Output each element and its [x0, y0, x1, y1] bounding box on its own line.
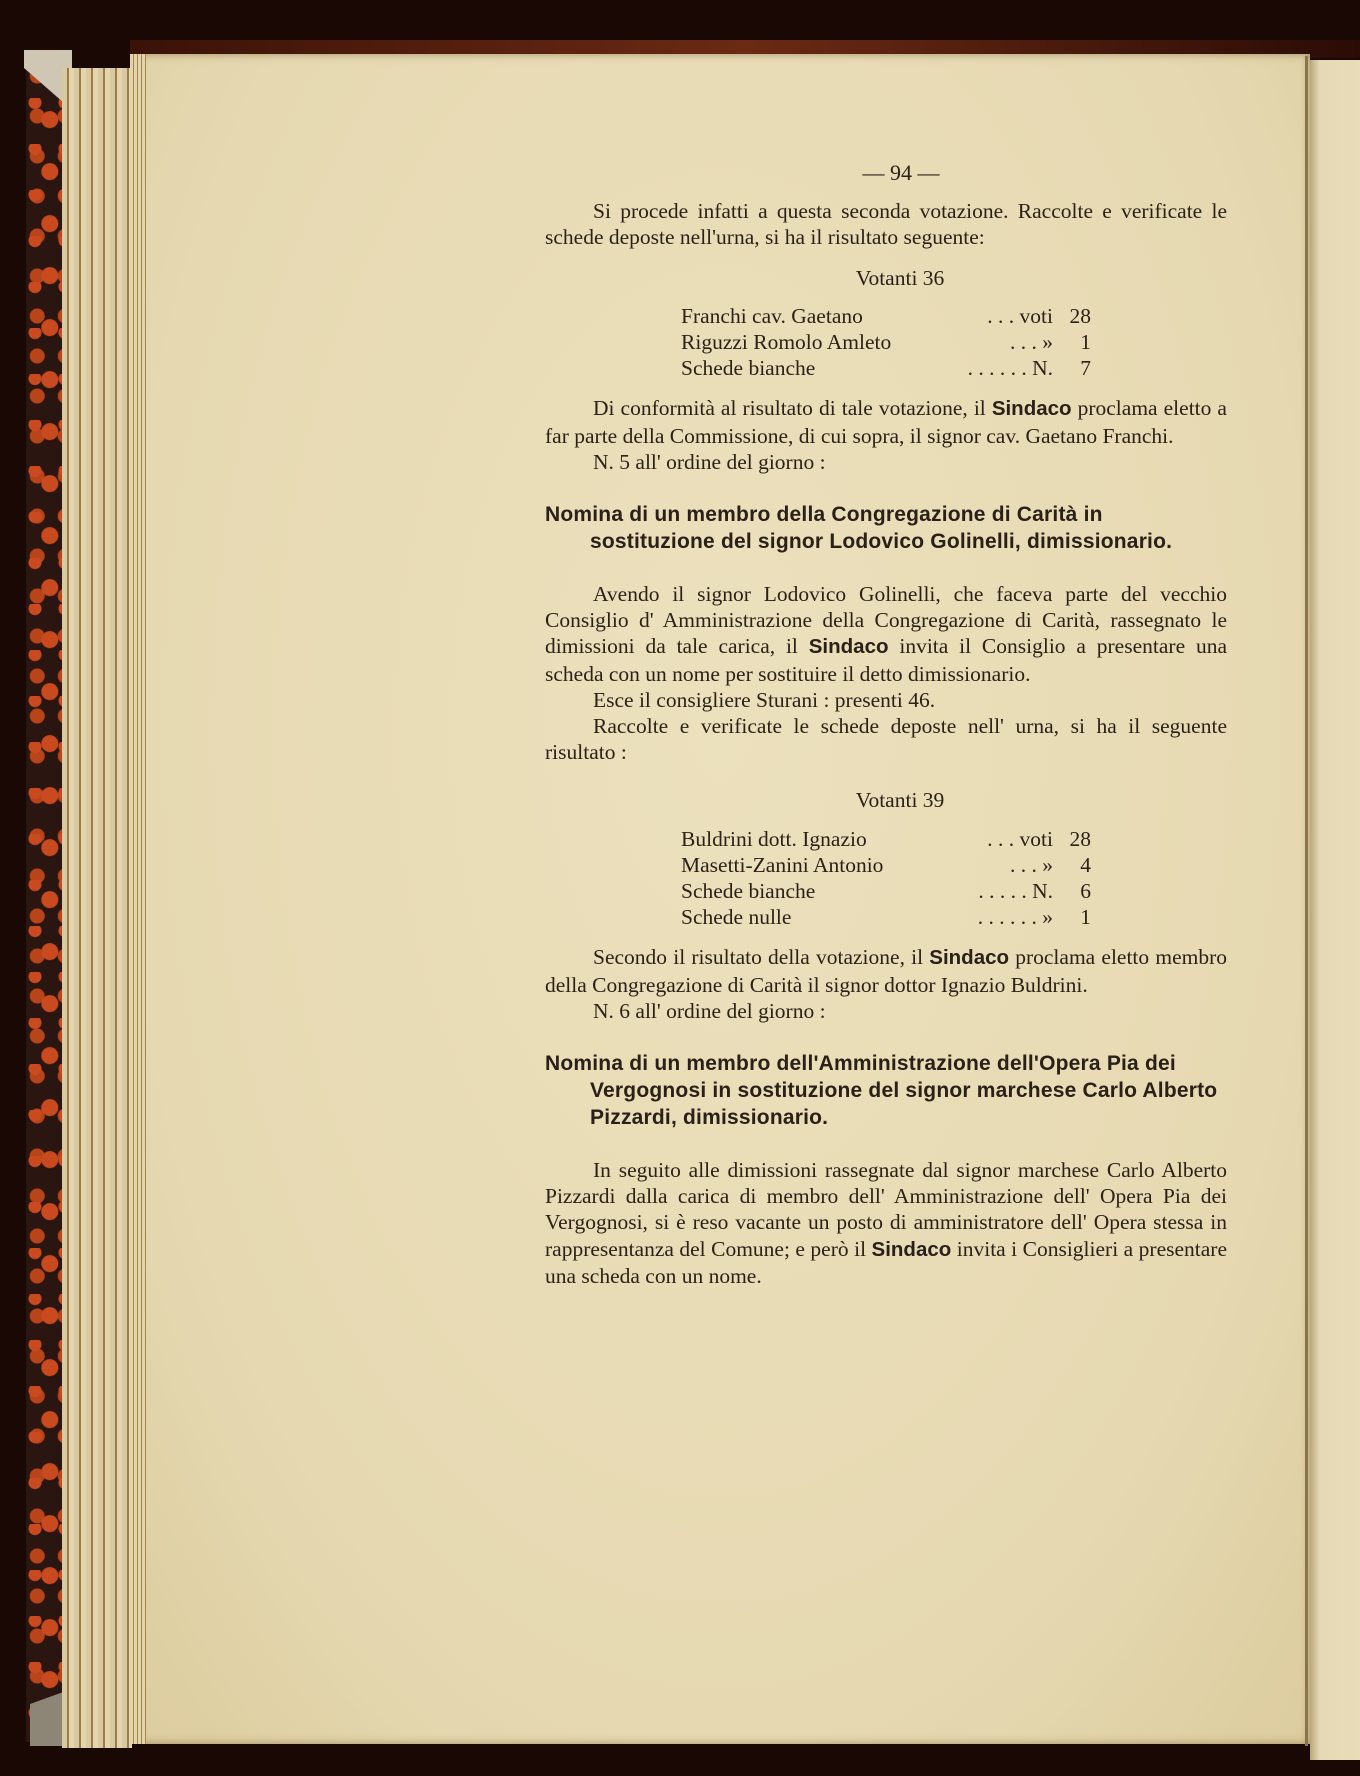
order-of-day-5: N. 5 all' ordine del giorno :	[593, 449, 826, 474]
tally-row	[681, 355, 1091, 381]
candidate-name: Schede nulle	[681, 905, 792, 930]
candidate-name: Franchi cav. Gaetano	[681, 303, 863, 328]
leader-dots: . . . »	[1010, 330, 1053, 355]
candidate-name: Masetti-Zanini Antonio	[681, 852, 884, 877]
paragraph-pizzardi	[545, 1157, 1227, 1289]
text-run: proclama eletto a far parte della Commissione, di cui sopra, il signor cav. Gaetano Franchi.	[545, 396, 1227, 448]
tally-row	[681, 852, 1091, 878]
text-run: invita il Consiglio a presentare una scheda con un nome per sostituire il detto dimissionario.	[545, 634, 1227, 686]
vote-count: 28	[1069, 826, 1091, 851]
paragraph-results-2: Raccolte e verificate le schede deposte nell' urna, si ha il seguente risultato :	[545, 714, 1227, 765]
vote-count: 7	[1080, 356, 1091, 381]
leader-dots: . . . . . N.	[978, 879, 1053, 904]
vote-tally-2	[681, 826, 1091, 931]
text-run: Di conformità al risultato di tale votazione, il	[593, 396, 992, 421]
text-run: invita i Consiglieri a presentare una scheda con un nome.	[545, 1236, 1227, 1288]
sindaco-term: Sindaco	[991, 397, 1072, 421]
leader-dots: . . . . . . »	[977, 905, 1053, 930]
vote-count: 6	[1080, 879, 1091, 904]
page-stack-edges	[62, 68, 132, 1748]
leader-dots: . . . voti	[987, 826, 1053, 851]
vote-count: 4	[1080, 852, 1091, 877]
votanti-count-1: Votanti 36	[855, 265, 945, 290]
votanti-count-2: Votanti 39	[855, 788, 945, 813]
page-gutter	[1305, 56, 1308, 1746]
paragraph-intro: Si procede infatti a questa seconda votazione. Raccolte e verificate le schede deposte nell'urna, si ha il risultato seguente:	[545, 199, 1227, 250]
facing-page-edge	[1310, 60, 1360, 1760]
sindaco-term: Sindaco	[871, 1237, 952, 1261]
candidate-name: Schede bianche	[681, 356, 816, 381]
section-heading-6: Nomina di un membro dell'Amministrazione dell'Opera Pia dei Vergognosi in sostituzione del signor marchese Carlo Alberto Pizzardi, dimissionario.	[545, 1052, 1218, 1130]
candidate-name: Riguzzi Romolo Amleto	[681, 330, 892, 355]
tally-row	[681, 878, 1091, 904]
candidate-name: Schede bianche	[681, 879, 816, 904]
candidate-name: Buldrini dott. Ignazio	[681, 826, 867, 851]
sindaco-term: Sindaco	[808, 635, 889, 659]
tally-row	[681, 826, 1091, 852]
text-run: In seguito alle dimissioni rassegnate dal signor marchese Carlo Alberto Pizzardi dalla carica di membro dell' Amministrazione dell' Opera Pia dei Vergognosi, si è reso vacante un posto di amministratore dell' Opera stessa in rappresentanza del Comune; e però il	[545, 1158, 1227, 1261]
leader-dots: . . . »	[1010, 852, 1053, 877]
tally-row	[681, 303, 1091, 329]
paragraph-golinelli	[545, 581, 1227, 687]
sindaco-term: Sindaco	[929, 946, 1010, 970]
vote-count: 1	[1080, 905, 1091, 930]
text-run: Avendo il signor Lodovico Golinelli, che faceva parte del vecchio Consiglio d' Amministrazione della Congregazione di Carità, rassegnato le dimissioni da tale carica, il	[545, 582, 1227, 659]
page-text	[545, 160, 1227, 1289]
page-number: — 94 —	[862, 160, 940, 185]
tally-row	[681, 329, 1091, 355]
paragraph-sturani: Esce il consigliere Sturani : presenti 46.	[593, 687, 936, 712]
paragraph-proclamation-2	[545, 944, 1227, 997]
vote-tally-1	[681, 303, 1091, 382]
section-heading-5: Nomina di un membro della Congregazione di Carità in sostituzione del signor Lodovico Golinelli, dimissionario.	[545, 503, 1173, 554]
vote-count: 1	[1080, 330, 1091, 355]
vote-count: 28	[1069, 303, 1091, 328]
order-of-day-6: N. 6 all' ordine del giorno :	[593, 998, 826, 1023]
leader-dots: . . . voti	[987, 303, 1053, 328]
paragraph-proclamation-1	[545, 395, 1227, 448]
tally-row	[681, 904, 1091, 930]
text-run: Secondo il risultato della votazione, il	[593, 945, 930, 970]
leader-dots: . . . . . . N.	[967, 356, 1053, 381]
text-run: proclama eletto membro della Congregazione di Carità il signor dottor Ignazio Buldrini.	[545, 945, 1227, 997]
